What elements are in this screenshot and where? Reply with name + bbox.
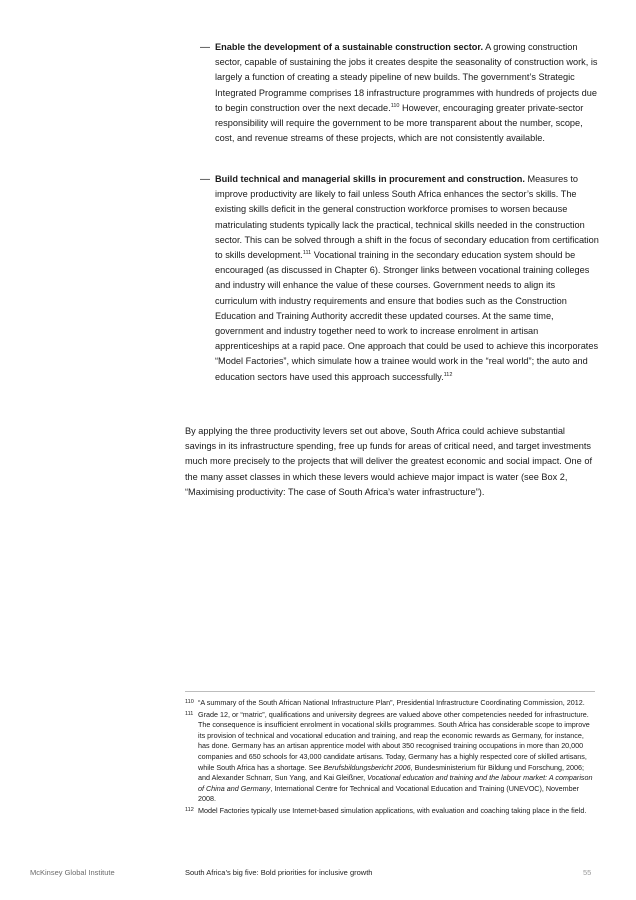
body-paragraph: By applying the three productivity levers set out above, South Africa could achieve substantial savings in its infrastructure spending, free up funds for areas of critical need, and target investments much more precisely to the projects that will deliver the greatest economic and social impact. One of the many asset classes in which these levers would achieve major impact is water (see Box 2, “Maximising productivity: The case of South Africa’s water infrastructure”). [185,426,592,497]
footnote-112 [185,806,595,817]
footnote-text: Model Factories typically use Internet-based simulation applications, with evaluation and coaching taking place in the field. [198,805,587,815]
bullet-heading: Enable the development of a sustainable construction sector. [215,42,484,52]
footnote-number: 112 [185,806,194,813]
footnote-divider [185,691,595,692]
bullet-construction-sector [200,40,600,146]
bullet-body-continued: Vocational training in the secondary education system should be encouraged (as discussed in Chapter 6). Stronger links between vocational training colleges and industry will enhance the value of these courses. Government needs to align its curriculum with industry requirements and ensure that bodies such as the Construction Education and Training Authority accredit these updated courses. At the same time, government and industry together need to work to increase enrolment in artisan apprenticeships at a rapid pace. One approach that could be used to achieve this incorporates “Model Factories”, which simulate how a trainee would work in the “real world”; the auto and education sectors have used this approach successfully. [215,250,599,382]
footnote-text: “A summary of the South African National Infrastructure Plan”, Presidential Infrastructure Coordinating Commission, 2012. [198,698,585,707]
footnote-111 [185,710,595,805]
footnote-citation-title: Berufsbildungsbericht 2006 [323,762,411,772]
footer-report-title: South Africa’s big five: Bold priorities for inclusive growth [185,868,373,877]
footnote-number: 111 [185,710,194,717]
page-number: 55 [583,868,592,877]
footnotes [185,698,595,818]
footnote-text: , Bundesministerium für Bildung und Forschung, 2006; and Alexander Schnarr, Sun Yang, and Kai Gleißner, [198,762,584,783]
footnote-ref-111[interactable]: 111 [302,250,312,257]
footnote-110 [185,698,595,709]
footnote-citation-title: Vocational education and training and the labour market: A comparison of China and Germany [198,773,593,793]
footer-organization: McKinsey Global Institute [30,868,115,877]
footnote-text: , International Centre for Technical and Vocational Education and Training (UNEVOC), November 2008. [198,783,580,804]
footnote-ref-110[interactable]: 110 [390,102,400,109]
footnote-text: Grade 12, or “matric”, qualifications and university degrees are valued above other competencies needed for infrastructure. The consequence is insufficient enrolment in vocational skills programmes. South Africa has considerable scope to improve its provision of technical and vocational education and training, and reap the economic rewards as Germany, for instance, has done. Germany has an artisan apprentice model with about 350 recognised training occupations in more than 20,000 companies and 650 schools for 43,000 candidate artisans. Today, Germany has a highly respected core of skilled artisans, while South Africa has a shortage. See [198,709,590,772]
bullet-skills [200,172,600,385]
bullet-body-continued: However, encouraging greater private-sector responsibility will require the government to be more transparent about the number, scope, cost, and revenue streams of these projects, which are not consistently available. [215,102,584,144]
footnote-ref-112[interactable]: 112 [443,371,453,378]
bullet-heading: Build technical and managerial skills in procurement and construction. [215,174,525,184]
bullet-text [215,40,600,146]
bullet-text [215,172,600,385]
bullet-dash: — [200,42,210,53]
bullet-body: Measures to improve productivity are likely to fail unless South Africa enhances the sector’s skills. The existing skills deficit in the general construction workforce promises to worsen because matriculating students typically lack the practical, technical skills needed in the construction sector. This can be solved through a shift in the focus of secondary education from certification to skills development. [215,174,599,261]
bullet-body: A growing construction sector, capable of sustaining the jobs it creates despite the seasonality of construction work, is largely a function of creating a steady pipeline of new builds. The government’s Strategic Integrated Programme comprises 18 infrastructure programmes with hundreds of projects due to begin construction over the next decade. [215,42,598,113]
bullet-dash: — [200,174,210,185]
footnote-number: 110 [185,699,194,705]
